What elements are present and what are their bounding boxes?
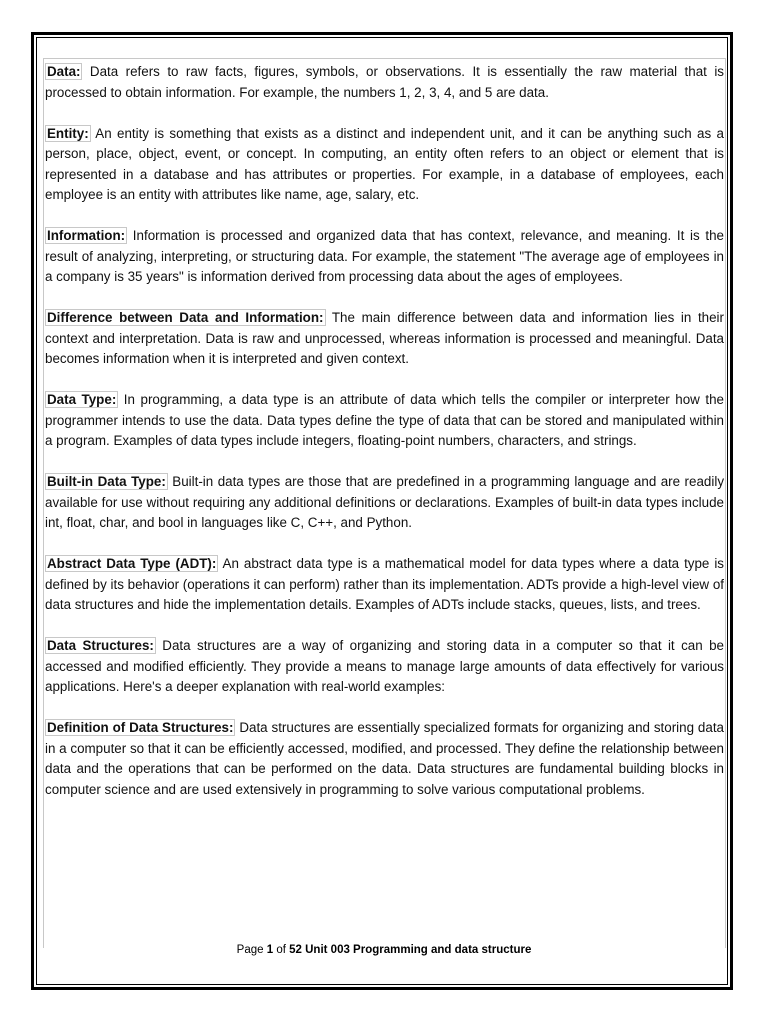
term-heading: Built-in Data Type: <box>47 474 166 489</box>
document-body <box>45 62 724 821</box>
term-heading: Data Structures: <box>47 638 154 653</box>
paragraph-text: Information is processed and organized data that has context, relevance, and meaning. It is the result of analyzing, interpreting, or structuring data. For example, the statement "The average age of employees in a company is 35 years" is information derived from processing data about the ages of employees. <box>45 228 724 284</box>
paragraph-text: Data structures are essentially specialized formats for organizing and storing data in a computer so that it can be efficiently accessed, modified, and processed. They define the relationship between data and the operations that can be performed on the data. Data structures are fundamental building blocks in computer science and are used extensively in programming to solve various computational problems. <box>45 720 724 797</box>
paragraph-information <box>45 226 724 288</box>
term-heading: Information: <box>47 228 126 243</box>
paragraph-text: The main difference between data and information lies in their context and interpretation. Data is raw and unprocessed, whereas information is processed and meaningful. Data becomes information when it is interpreted and given context. <box>45 310 724 366</box>
paragraph-text: In programming, a data type is an attribute of data which tells the compiler or interpreter how the programmer intends to use the data. Data types define the type of data that can be stored and manipulated within a program. Examples of data types include integers, floating-point numbers, characters, and strings. <box>45 392 724 448</box>
paragraph-text: Data refers to raw facts, figures, symbols, or observations. It is essentially the raw material that is processed to obtain information. For example, the numbers 1, 2, 3, 4, and 5 are data. <box>45 64 724 100</box>
paragraph-text: Built-in data types are those that are predefined in a programming language and are readily available for use without requiring any additional definitions or declarations. Examples of built-in data types include int, float, char, and bool in languages like C, C++, and Python. <box>45 474 725 530</box>
term-heading: Data Type: <box>47 392 117 407</box>
paragraph-data-structures <box>45 636 724 698</box>
paragraph-entity <box>45 124 724 206</box>
paragraph-definition <box>45 718 724 800</box>
paragraph-data <box>45 62 724 103</box>
footer-document-title: Unit 003 Programming and data structure <box>305 944 532 956</box>
paragraph-data-type <box>45 390 724 452</box>
term-heading: Difference between Data and Information: <box>47 310 324 325</box>
term-heading: Entity: <box>47 125 89 141</box>
paragraph-built-in-data-type <box>45 472 724 534</box>
term-heading: Data: <box>47 64 81 79</box>
page-footer <box>0 944 768 956</box>
footer-page-number: 1 <box>266 944 274 956</box>
term-heading: Abstract Data Type (ADT): <box>47 556 217 571</box>
footer-of-label: of <box>276 944 286 956</box>
paragraph-difference <box>45 308 724 370</box>
footer-page-total: 52 <box>289 944 302 956</box>
paragraph-text: An abstract data type is a mathematical model for data types where a data type is defined by its behavior (operations it can perform) rather than its implementation. ADTs provide a high-level view of data structures and hide the implementation details. Examples of ADTs include stacks, queues, lists, and trees. <box>45 556 724 612</box>
term-heading: Definition of Data Structures: <box>47 720 234 735</box>
paragraph-text: Data structures are a way of organizing and storing data in a computer so that it can be accessed and modified efficiently. They provide a means to manage large amounts of data effectively for various applications. Here's a deeper explanation with real-world examples: <box>45 638 724 694</box>
footer-page-label: Page <box>236 944 264 956</box>
paragraph-adt <box>45 554 724 616</box>
paragraph-text: An entity is something that exists as a distinct and independent unit, and it can be anything such as a person, place, object, event, or concept. In computing, an entity often refers to an object or element that is represented in a database and has attributes or properties. For example, in a database of employees, each employee is an entity with attributes like name, age, salary, etc. <box>45 125 724 202</box>
